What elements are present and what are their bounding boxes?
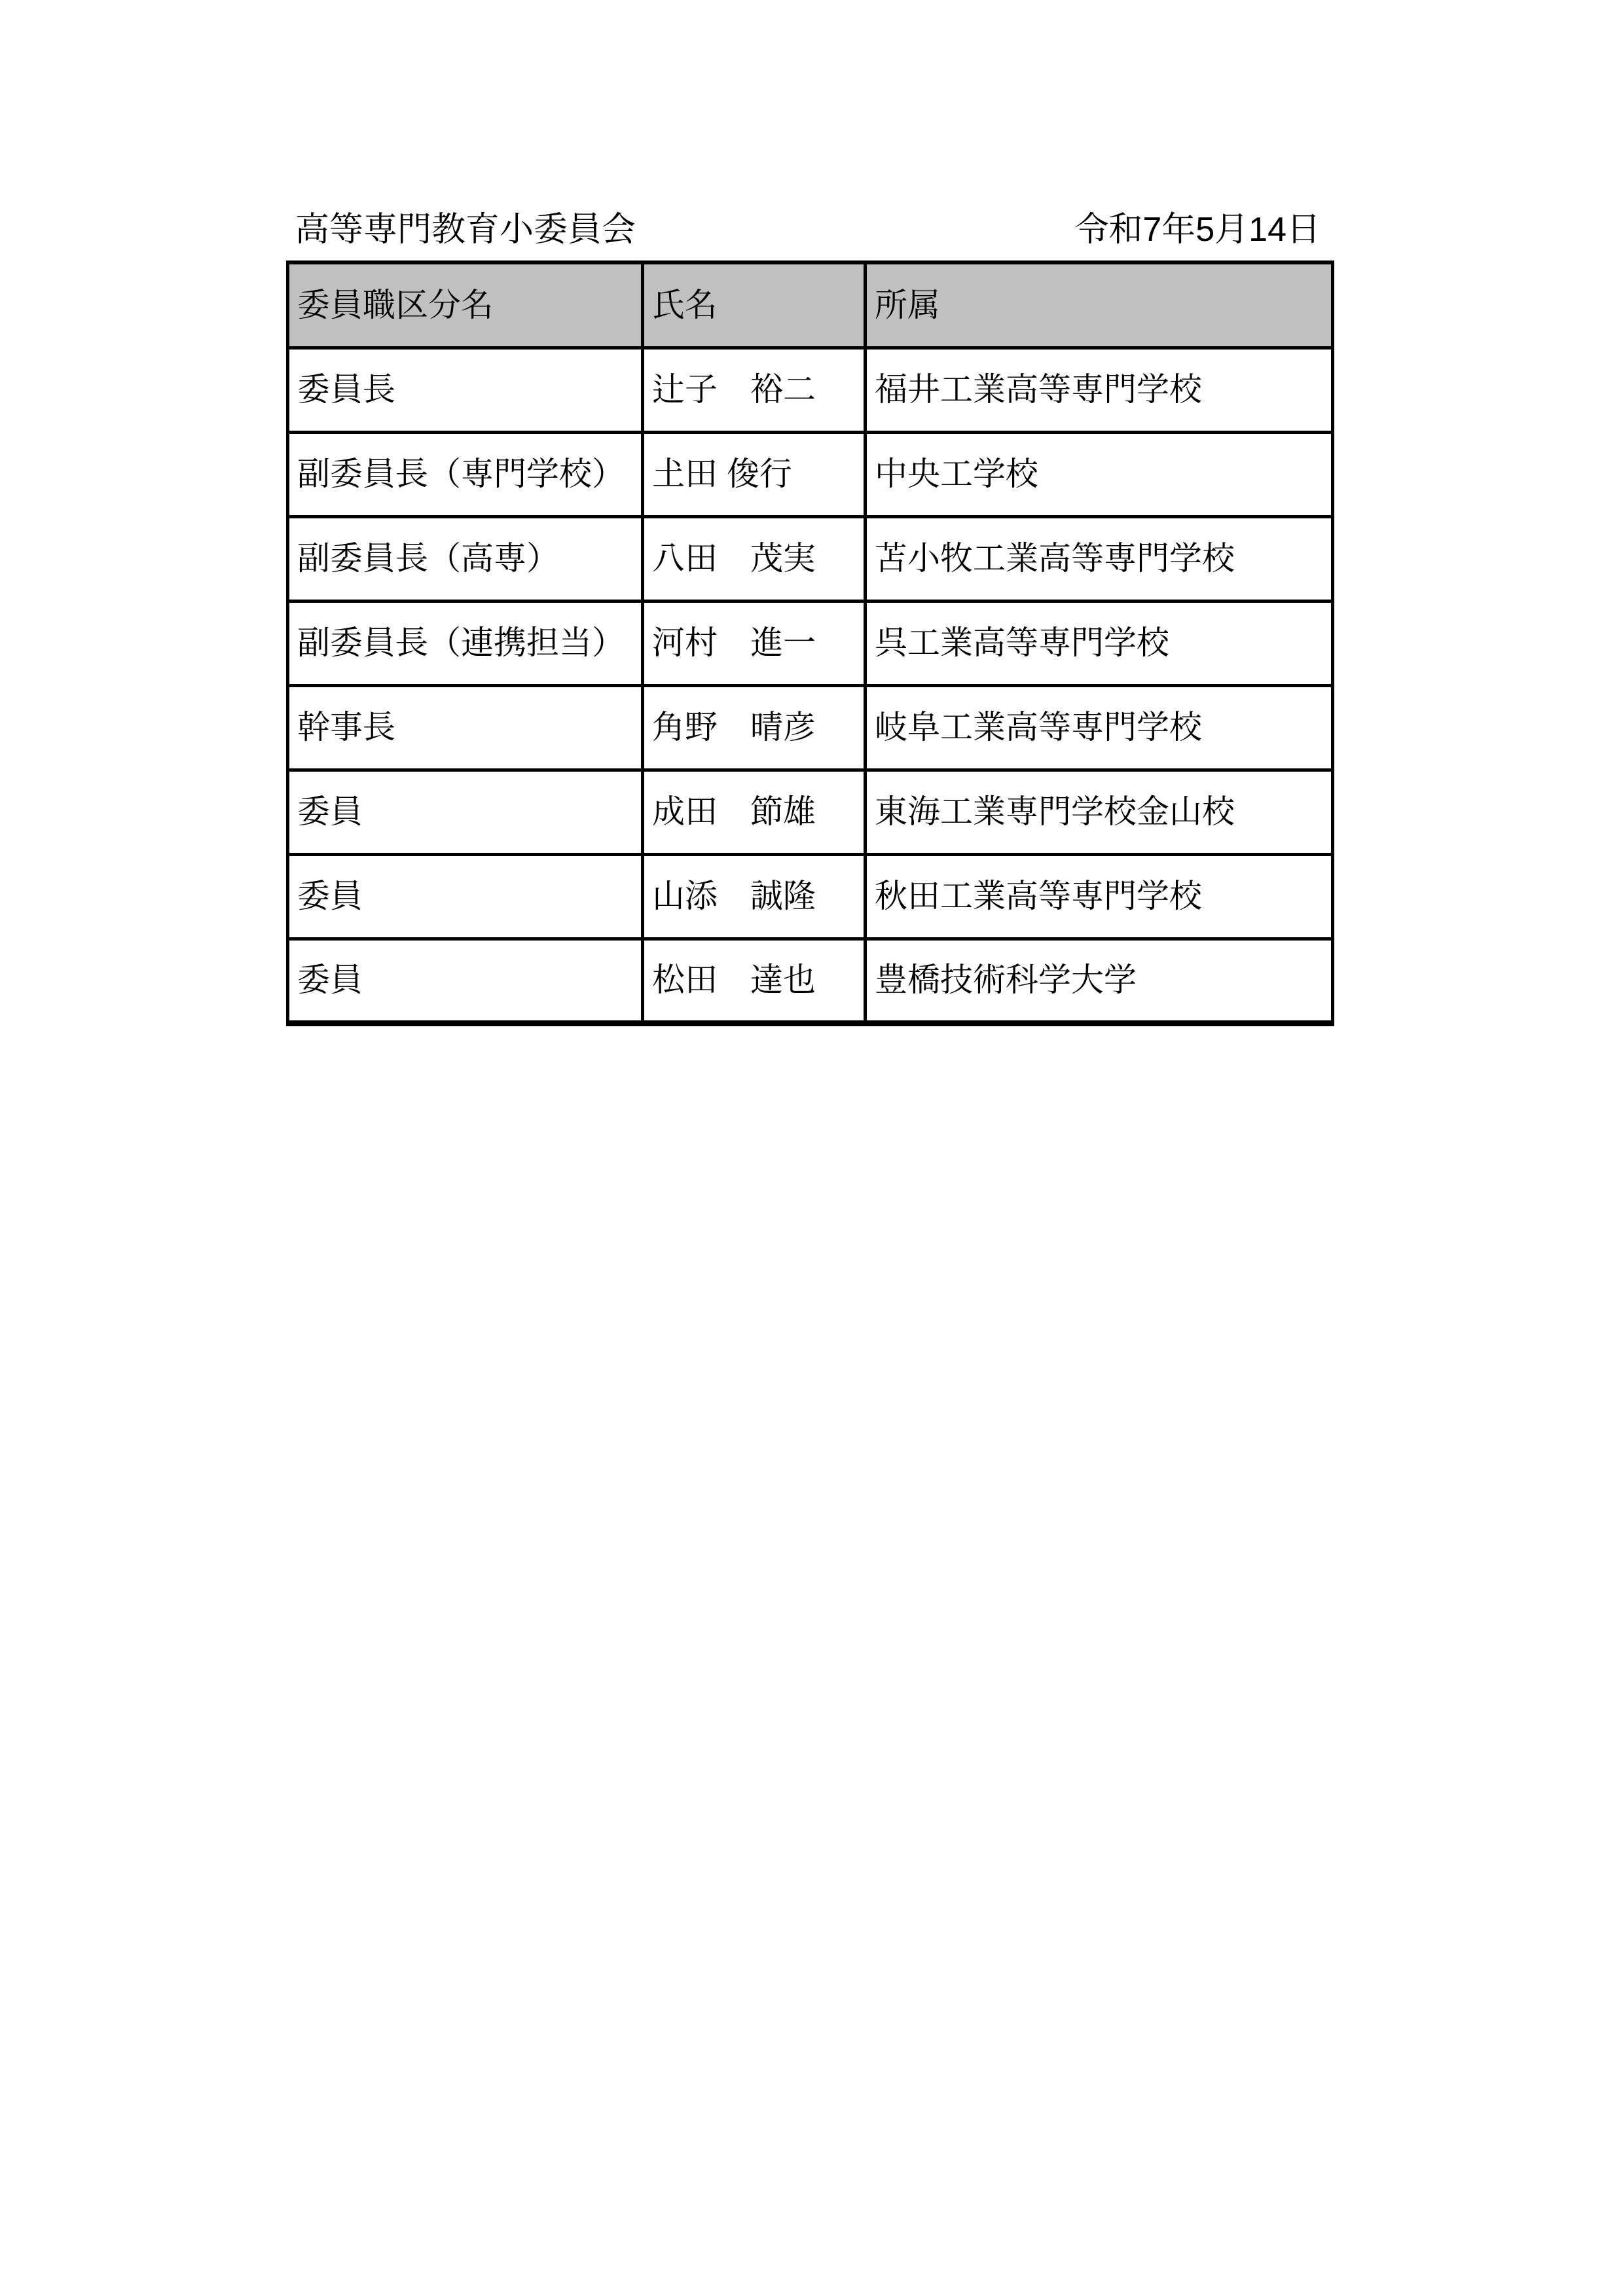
column-header-role: 委員職区分名 [288, 262, 643, 348]
header-row [288, 262, 1333, 348]
cell-affiliation: 福井工業高等専門学校 [866, 348, 1333, 432]
cell-name: 八田 茂実 [643, 516, 866, 601]
cell-role: 副委員長（連携担当） [288, 601, 643, 685]
cell-role: 委員 [288, 939, 643, 1023]
cell-name: 成田 節雄 [643, 770, 866, 854]
cell-affiliation: 東海工業専門学校金山校 [866, 770, 1333, 854]
cell-affiliation: 呉工業高等専門学校 [866, 601, 1333, 685]
cell-affiliation: 豊橋技術科学大学 [866, 939, 1333, 1023]
table-row [288, 516, 1333, 601]
cell-affiliation: 岐阜工業高等専門学校 [866, 685, 1333, 770]
cell-affiliation: 秋田工業高等専門学校 [866, 854, 1333, 939]
column-header-affiliation: 所属 [866, 262, 1333, 348]
cell-name: 河村 進一 [643, 601, 866, 685]
cell-role: 副委員長（専門学校） [288, 432, 643, 516]
document-title: 高等専門教育小委員会 [295, 211, 636, 249]
table-row [288, 348, 1333, 432]
table-row [288, 770, 1333, 854]
cell-name: 𡈽田 俊行 [643, 432, 866, 516]
document-header [286, 207, 1331, 253]
document-date: 令和7年5月14日 [1074, 211, 1321, 249]
table-row [288, 685, 1333, 770]
cell-affiliation: 苫小牧工業高等専門学校 [866, 516, 1333, 601]
cell-role: 委員 [288, 770, 643, 854]
members-table [286, 260, 1334, 1026]
table-row [288, 939, 1333, 1023]
table-body [288, 348, 1333, 1023]
cell-role: 副委員長（高専） [288, 516, 643, 601]
cell-role: 幹事長 [288, 685, 643, 770]
column-header-name: 氏名 [643, 262, 866, 348]
table-row [288, 601, 1333, 685]
table-row [288, 432, 1333, 516]
table-header [288, 262, 1333, 348]
cell-name: 角野 晴彦 [643, 685, 866, 770]
table-row [288, 854, 1333, 939]
cell-name: 辻子 裕二 [643, 348, 866, 432]
cell-name: 松田 達也 [643, 939, 866, 1023]
cell-name: 山添 誠隆 [643, 854, 866, 939]
cell-role: 委員長 [288, 348, 643, 432]
cell-role: 委員 [288, 854, 643, 939]
cell-affiliation: 中央工学校 [866, 432, 1333, 516]
